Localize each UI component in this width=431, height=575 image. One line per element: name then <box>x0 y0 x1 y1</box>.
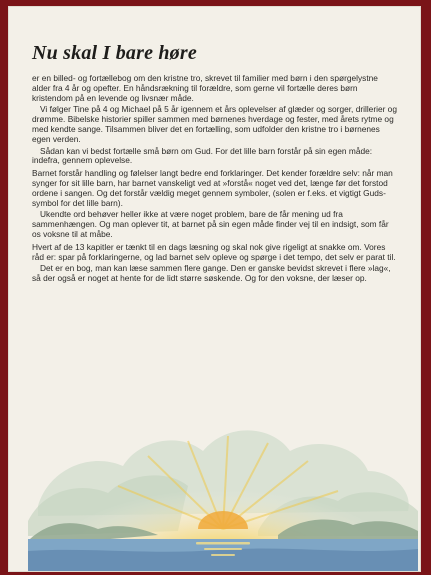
paragraph: er en billed- og fortællebog om den kristne tro, skrevet til familier med børn i den spørgelystne alder fra 4 år og opefter. En håndsrækning til forældre, som gerne vil fortælle deres børn kristendom på en levende og livsnær måde. <box>32 73 378 103</box>
paragraph: Vi følger Tine på 4 og Michael på 5 år igennem et års oplevelser af glæder og sorger, drillerier og drømme. Bibelske historier spiller sammen med børnenes hverdage og fester, med årets rytme og med kendte sange. Tilsammen bliver det en fortælling, som udfolder den kristne tro i børnenes egen verden. <box>32 104 397 144</box>
book-back-cover <box>8 6 421 572</box>
paragraph: Ukendte ord behøver heller ikke at være noget problem, bare de får mening ud fra sammenhængen. Og man oplever tit, at barnet på sin egen måde finder vej til en indsigt, som får os voksne til at måbe. <box>32 209 389 239</box>
body-text <box>32 74 398 286</box>
paragraph: Sådan kan vi bedst fortælle små børn om Gud. For det lille barn forstår på sin egen måde: indefra, gennem oplevelse. <box>32 145 373 166</box>
sunrise-illustration <box>28 411 418 571</box>
paragraph: Barnet forstår handling og følelser langt bedre end forklaringer. Det kender forældre selv: når man synger for sit lille barn, har barnet vanskeligt ved at »forstå« noget ved det, længe før det forstod ordene i sangen. Og det forstår vældig meget gennem symboler, (solen er f.eks. et vigtigt Guds-symbol for det lille barn). <box>32 168 393 208</box>
page-title: Nu skal I bare høre <box>32 42 197 64</box>
paragraph: Det er en bog, man kan læse sammen flere gange. Den er ganske bevidst skrevet i flere »lag«, så der også er noget at hente for de lidt større søskende. Og for den voksne, der læser op. <box>32 263 391 284</box>
paragraph: Hvert af de 13 kapitler er tænkt til en dags læsning og skal nok give rigeligt at snakke om. Vores råd er: spar på forklaringerne, og lad barnet selv opleve og spørge i det tempo, det selv er parat til. <box>32 241 396 262</box>
